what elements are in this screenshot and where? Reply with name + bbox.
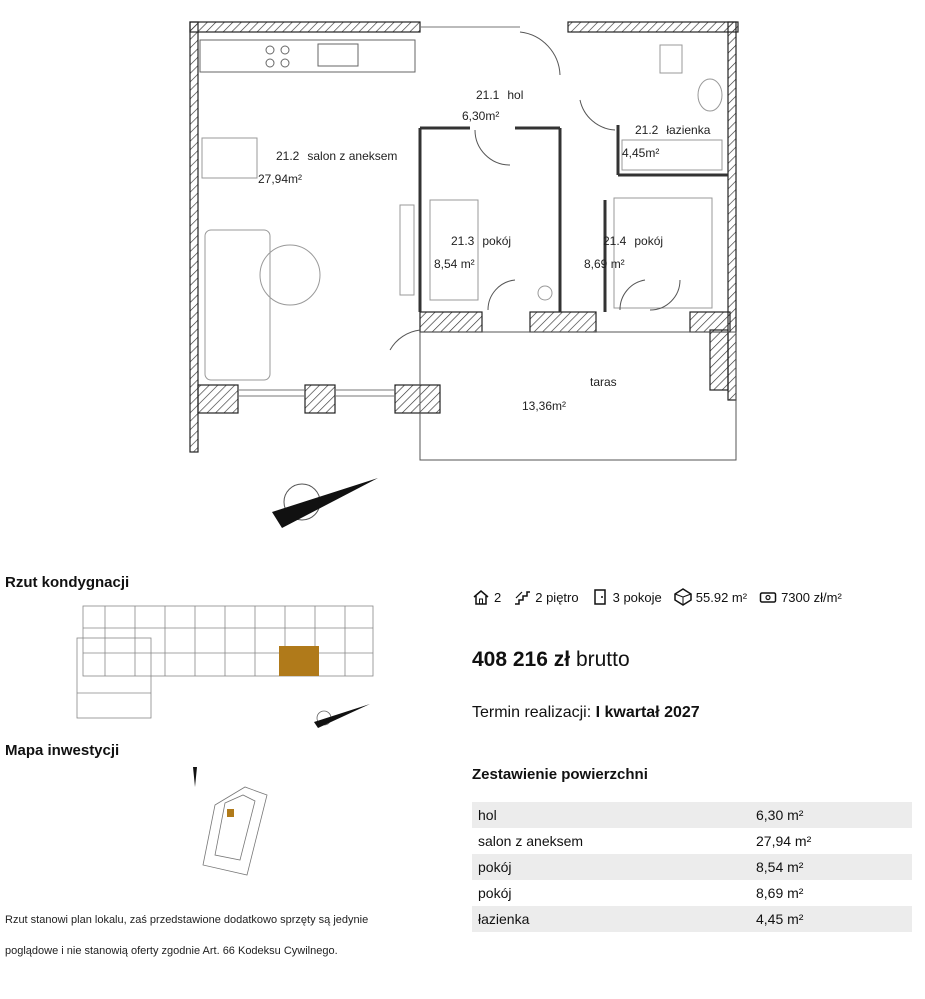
term-value: I kwartał 2027 [595,704,700,721]
rooms-count: 2 [494,589,502,605]
room-area: 4,45 m² [750,906,912,932]
price [472,648,630,672]
stairs-icon [513,588,531,606]
svg-text:21.2salon z aneksem: 21.2 salon z aneksem [276,149,398,163]
specs-row [472,588,842,606]
table-row [472,802,912,828]
highlighted-apartment [279,646,319,676]
room-taras-name: taras [590,375,617,389]
room-hol-num: 21.1 [476,88,500,102]
disclaimer-line-1: Rzut stanowi plan lokalu, zaś przedstawione dodatkowo sprzęty są jedynie [5,914,369,926]
floor-plan-title: Rzut kondygnacji [5,574,130,591]
interior-walls [420,125,728,312]
room-area: 6,30 m² [750,802,912,828]
room-name: łazienka [472,906,750,932]
completion-term [472,704,700,722]
table-row [472,828,912,854]
doors [390,32,680,350]
area-value: 55.92 m² [695,589,748,605]
svg-text:21.3pokój: 21.3 pokój [451,234,512,248]
rooms-value: 3 pokoje [612,589,662,605]
room-labels [258,88,711,413]
table-row [472,906,912,932]
room-pokoj2-area: 8,69 m² [584,257,625,271]
room-pokoj1-area: 8,54 m² [434,257,475,271]
room-salon-area: 27,94m² [258,172,303,186]
room-taras-area: 13,36m² [522,399,567,413]
table-row [472,854,912,880]
room-name: salon z aneksem [478,833,584,849]
room-area: 27,94 m² [756,833,812,849]
price-amount: 408 216 zł [472,648,571,671]
svg-text:21.2łazienka: 21.2 łazienka [635,123,711,137]
price-suffix: brutto [575,648,630,671]
money-icon [759,588,777,606]
investment-map[interactable] [185,765,275,880]
door-icon [591,588,609,606]
area-icon [674,588,692,606]
map-title: Mapa inwestycji [5,742,120,759]
kitchen [200,40,415,72]
floor-plan [170,10,760,550]
room-bath-area: 4,45m² [622,146,660,160]
home-icon [472,588,490,606]
room-name: pokój [472,854,750,880]
room-name: pokój [478,885,512,901]
price-per-m2-value: 7300 zł/m² [781,589,842,605]
compass-small-icon [312,700,372,730]
svg-text:21.1hol: 21.1 hol [476,88,524,102]
compass-icon [272,478,378,528]
svg-text:21.4pokój: 21.4 pokój [603,234,664,248]
term-label: Termin realizacji: [472,704,592,721]
floor-value: 2 piętro [535,589,579,605]
room-name: hol [472,802,750,828]
disclaimer-line-2: poglądowe i nie stanowią oferty zgodnie Art. 66 Kodeksu Cywilnego. [5,945,338,957]
table-row [472,880,912,906]
room-area: 8,69 m² [756,885,804,901]
room-hol-area: 6,30m² [462,109,500,123]
area-table-title: Zestawienie powierzchni [472,766,648,783]
terrace-outline [420,332,736,460]
room-area: 8,54 m² [750,854,912,880]
area-table [472,802,912,932]
